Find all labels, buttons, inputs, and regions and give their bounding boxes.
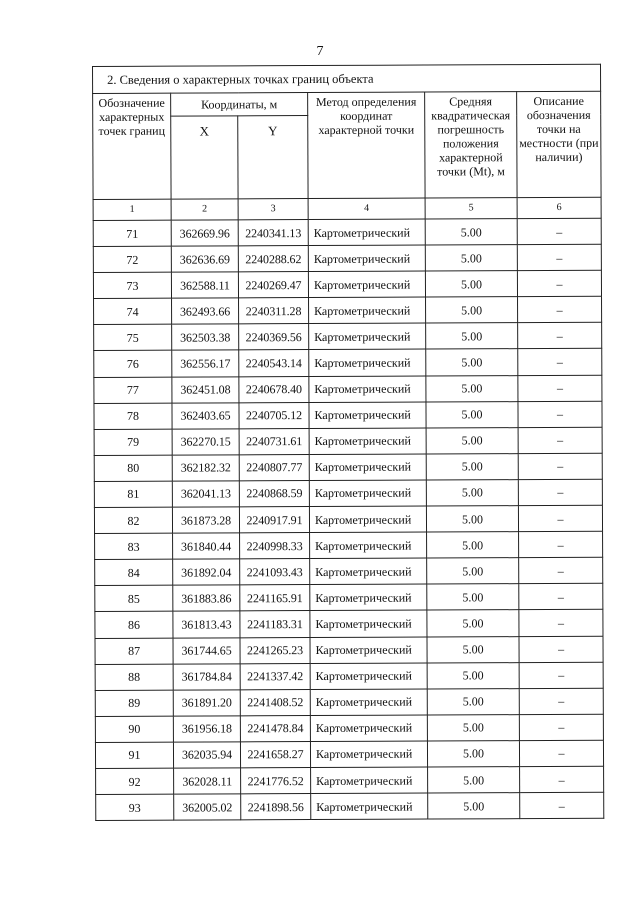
accuracy-cell: 5.00	[425, 219, 517, 245]
description-cell: –	[518, 453, 602, 479]
method-cell: Картометрический	[310, 741, 427, 768]
accuracy-cell: 5.00	[427, 741, 519, 767]
y-coordinate-cell: 2241478.84	[240, 715, 310, 741]
method-cell: Картометрический	[310, 637, 427, 664]
method-cell: Картометрический	[309, 480, 426, 507]
accuracy-cell: 5.00	[427, 636, 519, 662]
accuracy-cell: 5.00	[426, 401, 518, 427]
accuracy-cell: 5.00	[426, 375, 518, 401]
y-coordinate-cell: 2240705.12	[239, 402, 309, 428]
accuracy-cell: 5.00	[427, 558, 519, 584]
accuracy-cell: 5.00	[425, 245, 517, 271]
header-y: Y	[238, 116, 308, 199]
x-coordinate-cell: 362403.65	[172, 403, 239, 429]
point-number-cell: 92	[96, 768, 174, 794]
x-coordinate-cell: 361891.20	[173, 690, 240, 716]
y-coordinate-cell: 2241265.23	[240, 637, 310, 663]
table-row	[94, 479, 602, 507]
column-number: 6	[517, 197, 601, 218]
table-row	[93, 218, 601, 246]
point-number-cell: 88	[95, 664, 173, 690]
accuracy-cell: 5.00	[426, 506, 518, 532]
accuracy-cell: 5.00	[426, 297, 518, 323]
y-coordinate-cell: 2241776.52	[241, 768, 311, 794]
method-cell: Картометрический	[310, 689, 427, 716]
x-coordinate-cell: 362588.11	[171, 272, 238, 298]
y-coordinate-cell: 2240917.91	[239, 507, 309, 533]
accuracy-cell: 5.00	[426, 427, 518, 453]
y-coordinate-cell: 2240311.28	[239, 298, 309, 324]
header-coordinates: Координаты, м	[171, 93, 308, 117]
accuracy-cell: 5.00	[426, 349, 518, 375]
table-row	[94, 505, 602, 533]
column-numbers-row	[93, 197, 601, 220]
method-cell: Картометрический	[309, 428, 426, 455]
y-coordinate-cell: 2241658.27	[240, 741, 310, 767]
method-cell: Картометрический	[309, 376, 426, 403]
x-coordinate-cell: 361892.04	[173, 559, 240, 585]
point-number-cell: 83	[95, 533, 173, 559]
header-description: Описание обозначения точки на местности (при наличии)	[517, 91, 601, 197]
x-coordinate-cell: 361956.18	[173, 716, 240, 742]
point-number-cell: 79	[94, 429, 172, 455]
y-coordinate-cell: 2240678.40	[239, 376, 309, 402]
method-cell: Картометрический	[308, 271, 425, 298]
accuracy-cell: 5.00	[427, 688, 519, 714]
y-coordinate-cell: 2241093.43	[240, 559, 310, 585]
table-row	[95, 740, 603, 768]
table-body	[93, 218, 604, 820]
description-cell: –	[518, 349, 602, 375]
description-cell: –	[520, 766, 604, 792]
accuracy-cell: 5.00	[425, 271, 517, 297]
method-cell: Картометрический	[309, 350, 426, 377]
method-cell: Картометрический	[310, 663, 427, 690]
y-coordinate-cell: 2240868.59	[239, 480, 309, 506]
x-coordinate-cell: 361883.86	[173, 585, 240, 611]
point-number-cell: 78	[94, 403, 172, 429]
accuracy-cell: 5.00	[427, 714, 519, 740]
y-coordinate-cell: 2241408.52	[240, 689, 310, 715]
description-cell: –	[520, 792, 604, 818]
description-cell: –	[519, 714, 603, 740]
method-cell: Картометрический	[310, 715, 427, 742]
x-coordinate-cell: 361744.65	[173, 637, 240, 663]
header-method: Метод определения координат характерной точки	[308, 92, 425, 199]
description-cell: –	[519, 557, 603, 583]
boundary-points-table	[92, 64, 604, 821]
point-number-cell: 86	[95, 612, 173, 638]
x-coordinate-cell: 362503.38	[172, 324, 239, 350]
x-coordinate-cell: 362636.69	[171, 246, 238, 272]
table-row	[93, 244, 601, 272]
method-cell: Картометрический	[309, 506, 426, 533]
point-number-cell: 76	[94, 351, 172, 377]
method-cell: Картометрический	[309, 402, 426, 429]
point-number-cell: 84	[95, 559, 173, 585]
x-coordinate-cell: 362669.96	[171, 220, 238, 246]
point-number-cell: 71	[93, 220, 171, 246]
method-cell: Картометрический	[310, 558, 427, 585]
table-row	[95, 688, 603, 716]
description-cell: –	[519, 636, 603, 662]
y-coordinate-cell: 2241898.56	[241, 794, 311, 820]
x-coordinate-cell: 361813.43	[173, 611, 240, 637]
method-cell: Картометрический	[309, 323, 426, 350]
x-coordinate-cell: 362035.94	[173, 742, 240, 768]
point-number-cell: 77	[94, 377, 172, 403]
column-number: 2	[171, 199, 238, 220]
accuracy-cell: 5.00	[426, 453, 518, 479]
method-cell: Картометрический	[311, 793, 428, 820]
point-number-cell: 81	[94, 481, 172, 507]
y-coordinate-cell: 2240731.61	[239, 428, 309, 454]
column-number: 3	[238, 199, 308, 220]
description-cell: –	[518, 297, 602, 323]
table-row	[94, 349, 602, 377]
description-cell: –	[518, 505, 602, 531]
accuracy-cell: 5.00	[426, 480, 518, 506]
point-number-cell: 93	[96, 794, 174, 820]
table-row	[94, 427, 602, 455]
accuracy-cell: 5.00	[428, 767, 520, 793]
table-row	[96, 792, 604, 820]
table-row	[94, 401, 602, 429]
header-x: X	[171, 116, 238, 199]
method-cell: Картометрический	[309, 454, 426, 481]
x-coordinate-cell: 361840.44	[173, 533, 240, 559]
y-coordinate-cell: 2240998.33	[240, 533, 310, 559]
table-row	[93, 270, 601, 298]
table-row	[94, 375, 602, 403]
description-cell: –	[518, 375, 602, 401]
description-cell: –	[519, 610, 603, 636]
point-number-cell: 73	[93, 272, 171, 298]
accuracy-cell: 5.00	[427, 662, 519, 688]
method-cell: Картометрический	[310, 584, 427, 611]
x-coordinate-cell: 361873.28	[172, 507, 239, 533]
point-number-cell: 80	[94, 455, 172, 481]
column-number: 1	[93, 199, 171, 220]
point-number-cell: 75	[94, 325, 172, 351]
point-number-cell: 87	[95, 638, 173, 664]
x-coordinate-cell: 362005.02	[174, 794, 241, 820]
description-cell: –	[517, 270, 601, 296]
accuracy-cell: 5.00	[426, 323, 518, 349]
table-row	[95, 662, 603, 690]
description-cell: –	[519, 531, 603, 557]
x-coordinate-cell: 362270.15	[172, 429, 239, 455]
y-coordinate-cell: 2241337.42	[240, 663, 310, 689]
table-row	[94, 297, 602, 325]
y-coordinate-cell: 2240341.13	[238, 220, 308, 246]
table-row	[95, 557, 603, 585]
description-cell: –	[518, 427, 602, 453]
description-cell: –	[517, 244, 601, 270]
point-number-cell: 91	[95, 742, 173, 768]
table-row	[94, 453, 602, 481]
x-coordinate-cell: 362028.11	[174, 768, 241, 794]
description-cell: –	[517, 218, 601, 244]
y-coordinate-cell: 2240269.47	[238, 272, 308, 298]
point-number-cell: 89	[95, 690, 173, 716]
table-row	[95, 610, 603, 638]
description-cell: –	[519, 740, 603, 766]
description-cell: –	[518, 401, 602, 427]
table-row	[95, 584, 603, 612]
accuracy-cell: 5.00	[427, 610, 519, 636]
description-cell: –	[519, 688, 603, 714]
y-coordinate-cell: 2240543.14	[239, 350, 309, 376]
x-coordinate-cell: 362182.32	[172, 455, 239, 481]
column-number: 4	[308, 198, 425, 220]
point-number-cell: 85	[95, 585, 173, 611]
y-coordinate-cell: 2240807.77	[239, 454, 309, 480]
y-coordinate-cell: 2241183.31	[240, 611, 310, 637]
x-coordinate-cell: 362451.08	[172, 376, 239, 402]
column-number: 5	[425, 198, 517, 219]
accuracy-cell: 5.00	[428, 793, 520, 819]
table-row	[96, 766, 604, 794]
section-title: 2. Сведения о характерных точках границ объекта	[93, 64, 601, 93]
point-number-cell: 74	[94, 298, 172, 324]
header-accuracy: Средняя квадратическая погрешность положения характерной точки (Mt), м	[425, 92, 517, 198]
method-cell: Картометрический	[309, 297, 426, 324]
method-cell: Картометрический	[308, 245, 425, 272]
description-cell: –	[519, 584, 603, 610]
table-row	[95, 531, 603, 559]
x-coordinate-cell: 362493.66	[172, 298, 239, 324]
description-cell: –	[518, 479, 602, 505]
point-number-cell: 90	[95, 716, 173, 742]
y-coordinate-cell: 2240288.62	[238, 246, 308, 272]
method-cell: Картометрический	[310, 532, 427, 559]
accuracy-cell: 5.00	[427, 532, 519, 558]
description-cell: –	[518, 323, 602, 349]
method-cell: Картометрический	[310, 610, 427, 637]
table-row	[94, 323, 602, 351]
method-cell: Картометрический	[308, 219, 425, 246]
y-coordinate-cell: 2240369.56	[239, 324, 309, 350]
x-coordinate-cell: 361784.84	[173, 663, 240, 689]
table-row	[95, 636, 603, 664]
x-coordinate-cell: 362041.13	[172, 481, 239, 507]
x-coordinate-cell: 362556.17	[172, 350, 239, 376]
page-number: 7	[316, 44, 324, 59]
accuracy-cell: 5.00	[427, 584, 519, 610]
table-row	[95, 714, 603, 742]
point-number-cell: 82	[94, 507, 172, 533]
method-cell: Картометрический	[311, 767, 428, 794]
point-number-cell: 72	[93, 246, 171, 272]
header-point-designation: Обозначение характерных точек границ	[93, 93, 171, 199]
y-coordinate-cell: 2241165.91	[240, 585, 310, 611]
description-cell: –	[519, 662, 603, 688]
